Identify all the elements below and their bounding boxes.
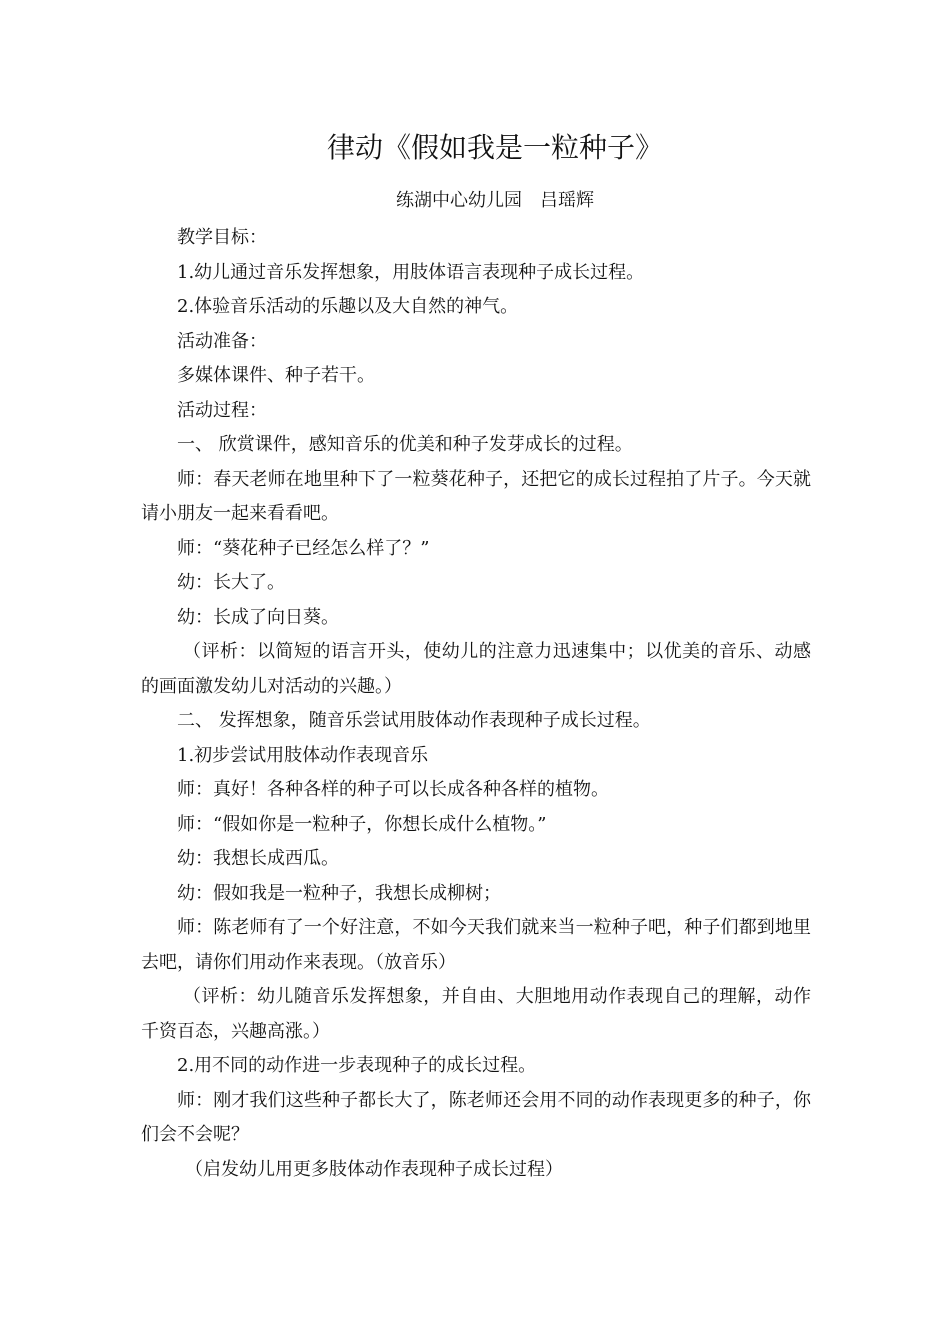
paragraph: 师：“葵花种子已经怎么样了？” — [177, 537, 430, 559]
document-body — [141, 221, 811, 1187]
paragraph: 2.体验音乐活动的乐趣以及大自然的神气。 — [177, 296, 519, 317]
author-line: 练湖中心幼儿园 吕瑶辉 — [396, 190, 594, 211]
paragraph: 幼：我想长成西瓜。 — [177, 848, 339, 869]
paragraph: 师：刚才我们这些种子都长大了，陈老师还会用不同的动作表现更多的种子，你们会不会呢？ — [141, 1089, 811, 1145]
paragraph: 师：陈老师有了一个好注意，不如今天我们就来当一粒种子吧，种子们都到地里去吧，请你们用动作来表现。（放音乐） — [141, 917, 811, 973]
document-title: 律动《假如我是一粒种子》 — [326, 131, 663, 164]
paragraph: 2.用不同的动作进一步表现种子的成长过程。 — [177, 1055, 537, 1076]
paragraph: 师：真好！各种各样的种子可以长成各种各样的植物。 — [177, 779, 609, 800]
paragraph: 师：“假如你是一粒种子，你想长成什么植物。” — [177, 813, 547, 835]
paragraph: （启发幼儿用更多肢体动作表现种子成长过程） — [185, 1158, 563, 1180]
paragraph: 幼：长大了。 — [177, 572, 285, 593]
paragraph: 幼：假如我是一粒种子，我想长成柳树； — [177, 882, 501, 904]
paragraph: 教学目标： — [177, 227, 267, 248]
paragraph: 活动准备： — [177, 330, 267, 352]
paragraph: 一、 欣赏课件，感知音乐的优美和种子发芽成长的过程。 — [177, 434, 633, 455]
paragraph: 1.幼儿通过音乐发挥想象，用肢体语言表现种子成长过程。 — [177, 261, 645, 283]
paragraph: 活动过程： — [177, 399, 267, 421]
paragraph: 师：春天老师在地里种下了一粒葵花种子，还把它的成长过程拍了片子。今天就请小朋友一起来看看吧。 — [141, 468, 811, 524]
paragraph: 1.初步尝试用肢体动作表现音乐 — [177, 744, 429, 766]
paragraph: 多媒体课件、种子若干。 — [177, 365, 375, 386]
paragraph: （评析：幼儿随音乐发挥想象，并自由、大胆地用动作表现自己的理解，动作千资百态，兴趣高涨。） — [141, 986, 811, 1042]
paragraph: 幼：长成了向日葵。 — [177, 606, 339, 628]
paragraph: 二、 发挥想象，随音乐尝试用肢体动作表现种子成长过程。 — [177, 710, 651, 731]
paragraph: （评析：以简短的语言开头，使幼儿的注意力迅速集中；以优美的音乐、动感的画面激发幼儿对活动的兴趣。） — [141, 641, 811, 697]
